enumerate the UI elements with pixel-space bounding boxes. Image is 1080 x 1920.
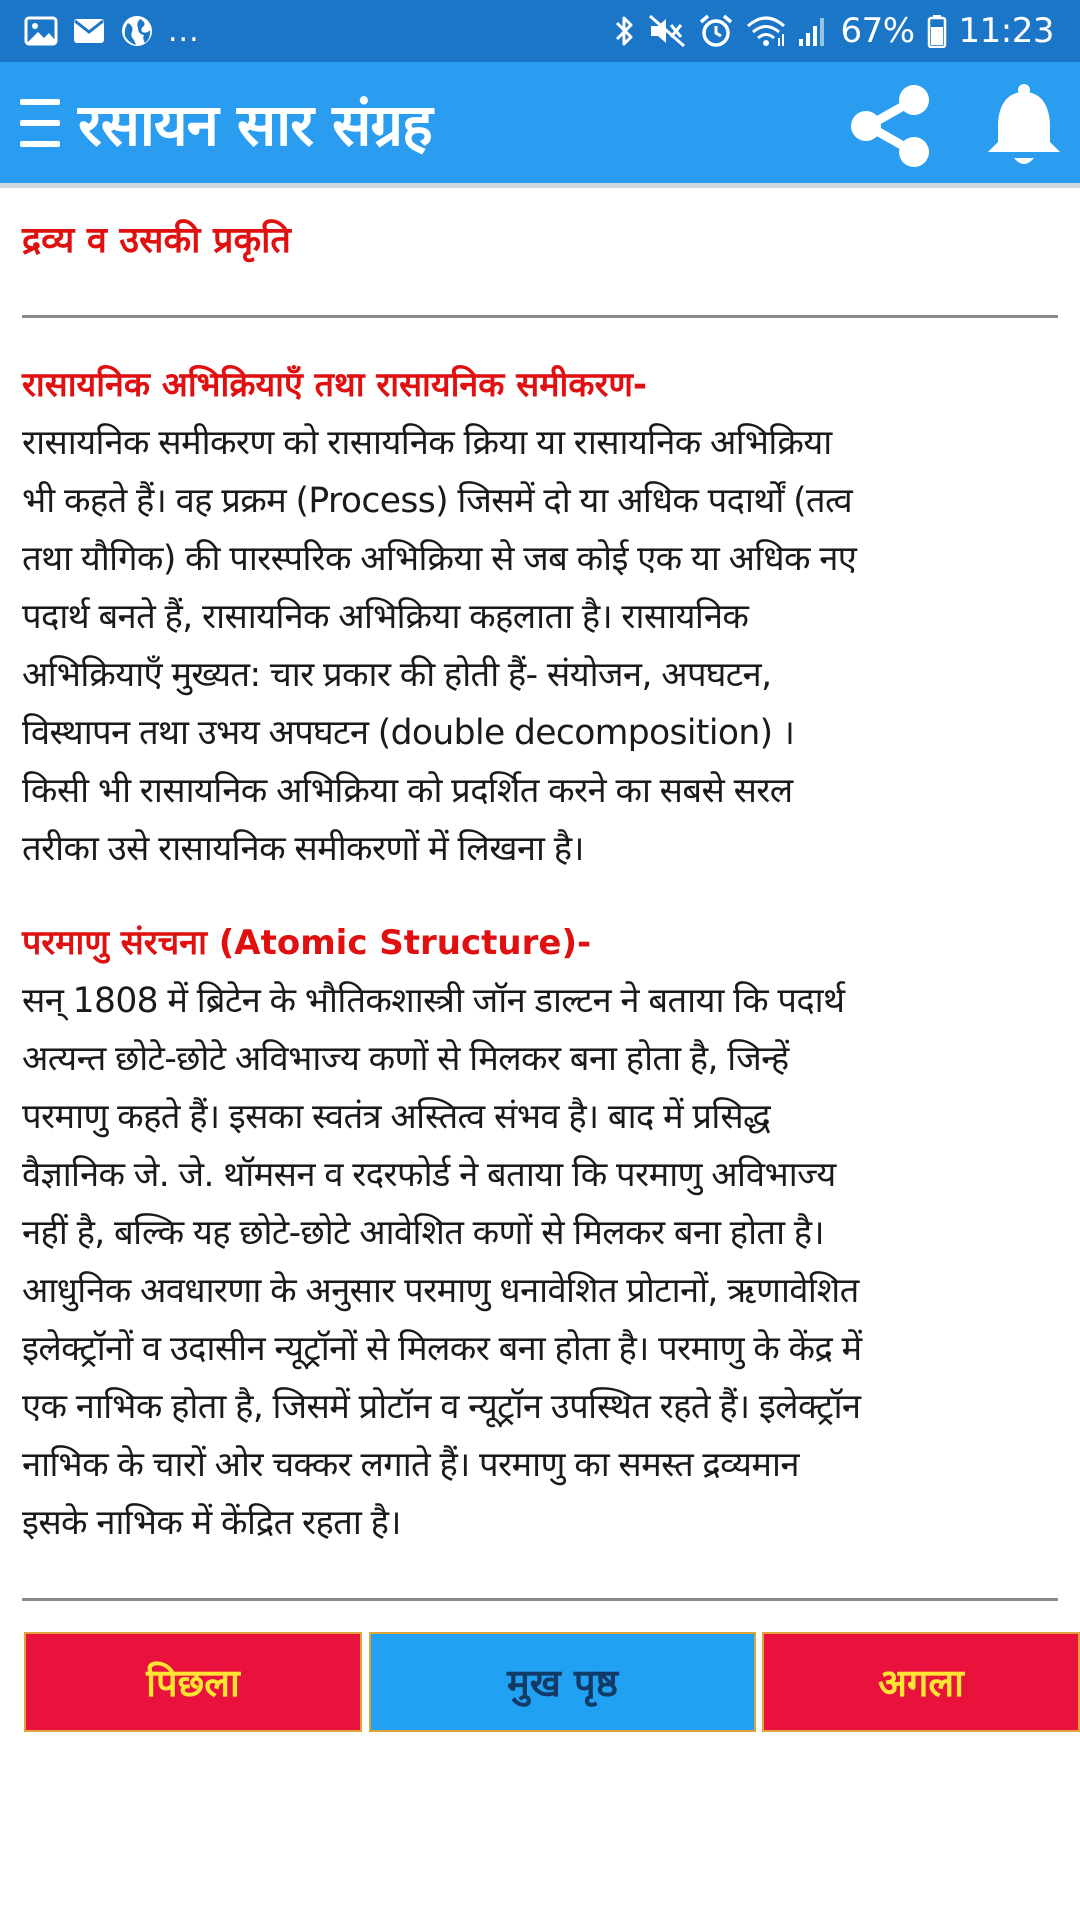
paragraph-line: इसके नाभिक में केंद्रित रहता है। bbox=[22, 1502, 401, 1543]
menu-icon[interactable] bbox=[20, 99, 60, 147]
gallery-icon bbox=[24, 16, 58, 46]
bell-icon[interactable] bbox=[978, 80, 1070, 172]
section-atomic-structure bbox=[22, 914, 1058, 1552]
status-left bbox=[24, 14, 200, 49]
bottom-divider bbox=[22, 1598, 1058, 1601]
paragraph-line: नहीं है, बल्कि यह छोटे-छोटे आवेशित कणों से मिलकर बना होता है। bbox=[22, 1212, 824, 1253]
section-body bbox=[22, 414, 1058, 878]
paragraph-line: आधुनिक अवधारणा के अनुसार परमाणु धनावेशित प्रोटानों, ऋणावेशित bbox=[22, 1270, 859, 1311]
clock-time: 11:23 bbox=[958, 11, 1054, 51]
paragraph-line: परमाणु कहते हैं। इसका स्वतंत्र अस्तित्व संभव है। बाद में प्रसिद्ध bbox=[22, 1096, 771, 1137]
notification-overflow: ... bbox=[168, 13, 200, 49]
paragraph-line: सन् 1808 में ब्रिटेन के भौतिकशास्त्री जॉन डाल्टन ने बताया कि पदार्थ bbox=[22, 980, 845, 1021]
battery-icon bbox=[927, 14, 947, 48]
section-title: रासायनिक अभिक्रियाएँ तथा रासायनिक समीकरण- bbox=[22, 364, 648, 405]
top-divider bbox=[22, 315, 1058, 318]
paragraph-line: एक नाभिक होता है, जिसमें प्रोटॉन व न्यूट्रॉन उपस्थित रहते हैं। इलेक्ट्रॉन bbox=[22, 1386, 861, 1427]
app-bar bbox=[0, 62, 1080, 188]
share-icon[interactable] bbox=[844, 80, 936, 172]
email-icon bbox=[72, 17, 106, 45]
paragraph-line: इलेक्ट्रॉनों व उदासीन न्यूट्रॉनों से मिलकर बना होता है। परमाणु के केंद्र में bbox=[22, 1328, 862, 1369]
paragraph-line: पदार्थ बनते हैं, रासायनिक अभिक्रिया कहलाता है। रासायनिक bbox=[22, 596, 749, 637]
next-button[interactable]: अगला bbox=[762, 1632, 1080, 1732]
status-right bbox=[614, 11, 1054, 51]
previous-button[interactable]: पिछला bbox=[24, 1632, 362, 1732]
paragraph-line: विस्थापन तथा उभय अपघटन (double decomposition) । bbox=[22, 712, 795, 753]
app-title: रसायन सार संग्रह bbox=[78, 91, 432, 159]
home-button[interactable]: मुख पृष्ठ bbox=[369, 1632, 756, 1732]
section-chemical-reactions bbox=[22, 356, 1058, 878]
paragraph-line: तथा यौगिक) की पारस्परिक अभिक्रिया से जब कोई एक या अधिक नए bbox=[22, 538, 857, 579]
signal-icon bbox=[798, 15, 828, 47]
paragraph-line: किसी भी रासायनिक अभिक्रिया को प्रदर्शित करने का सबसे सरल bbox=[22, 770, 793, 811]
battery-percent: 67% bbox=[840, 11, 915, 51]
page-navigation bbox=[24, 1632, 1056, 1734]
alarm-icon bbox=[698, 13, 734, 49]
page-title: द्रव्य व उसकी प्रकृति bbox=[22, 220, 291, 261]
status-bar bbox=[0, 0, 1080, 62]
section-body bbox=[22, 972, 1058, 1552]
paragraph-line: नाभिक के चारों ओर चक्कर लगाते हैं। परमाणु का समस्त द्रव्यमान bbox=[22, 1444, 799, 1485]
wifi-icon bbox=[746, 14, 786, 48]
bluetooth-icon bbox=[614, 14, 636, 48]
article-content bbox=[22, 188, 1058, 1601]
paragraph-line: रासायनिक समीकरण को रासायनिक क्रिया या रासायनिक अभिक्रिया bbox=[22, 422, 832, 463]
paragraph-line: वैज्ञानिक जे. जे. थॉमसन व रदरफोर्ड ने बताया कि परमाणु अविभाज्य bbox=[22, 1154, 836, 1195]
globe-icon bbox=[120, 14, 154, 48]
paragraph-line: भी कहते हैं। वह प्रक्रम (Process) जिसमें दो या अधिक पदार्थों (तत्व bbox=[22, 480, 853, 521]
mute-icon bbox=[648, 14, 686, 48]
paragraph-line: अत्यन्त छोटे-छोटे अविभाज्य कणों से मिलकर बना होता है, जिन्हें bbox=[22, 1038, 789, 1079]
paragraph-line: तरीका उसे रासायनिक समीकरणों में लिखना है। bbox=[22, 828, 584, 869]
section-title: परमाणु संरचना (Atomic Structure)- bbox=[22, 922, 592, 963]
paragraph-line: अभिक्रियाएँ मुख्यत: चार प्रकार की होती हैं- संयोजन, अपघटन, bbox=[22, 654, 772, 695]
